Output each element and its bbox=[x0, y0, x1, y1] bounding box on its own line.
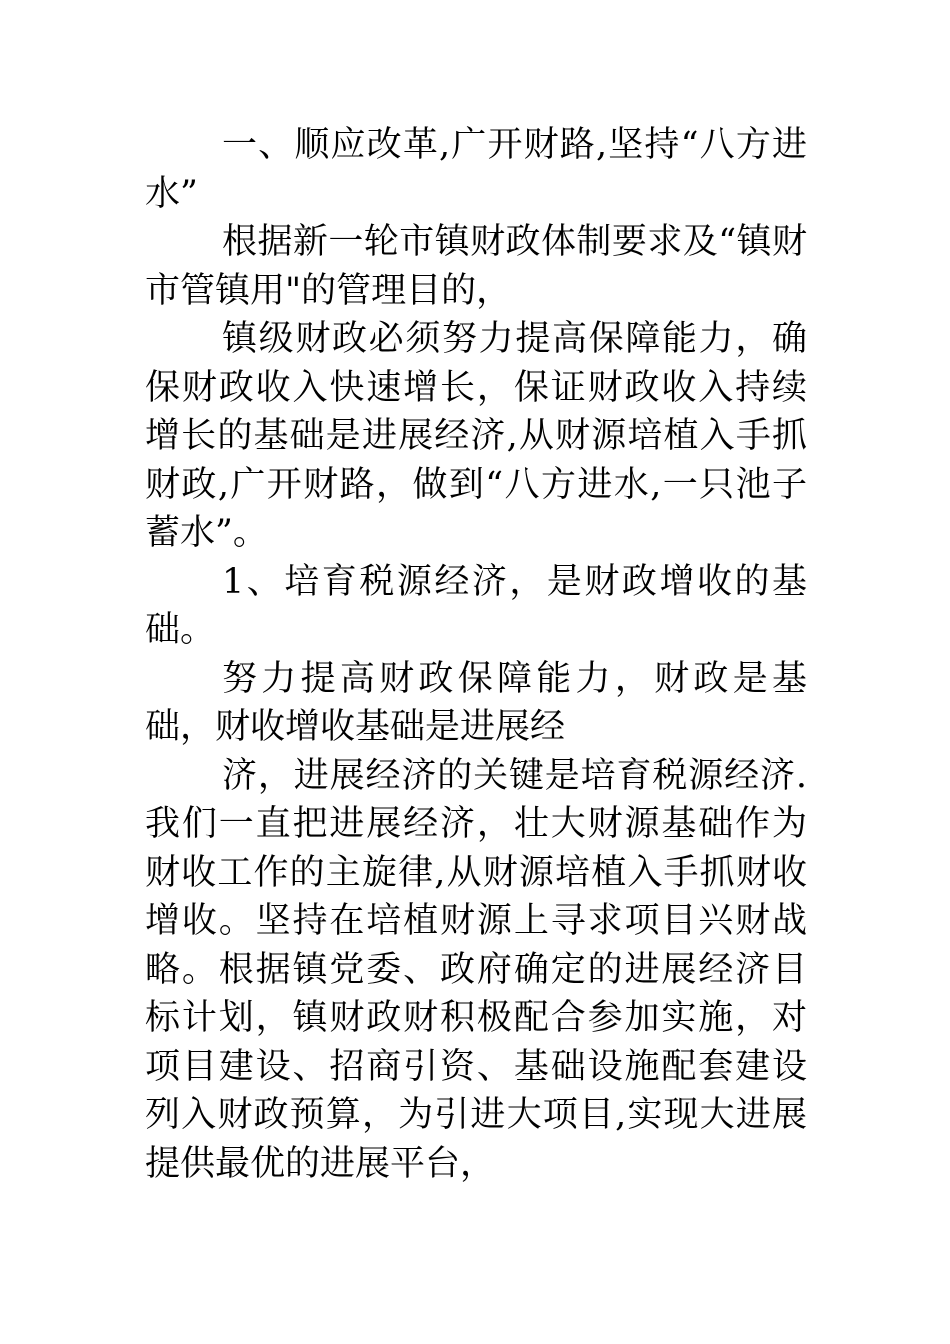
body-paragraph: 济，进展经济的关键是培育税源经济.我们一直把进展经济，壮大财源基础作为财收工作的主旋律,从财源培植入手抓财收增收。坚持在培植财源上寻求项目兴财战略。根据镇党委、政府确定的进展经济目标计划，镇财政财积极配合参加实施，对项目建设、招商引资、基础设施配套建设列入财政预算，为引进大项目,实现大进展提供最优的进展平台， bbox=[145, 755, 807, 1184]
heading-paragraph: 一、顺应改革,广开财路,坚持“八方进水” bbox=[145, 125, 807, 214]
body-paragraph: 镇级财政必须努力提高保障能力，确保财政收入快速增长，保证财政收入持续增长的基础是进展经济,从财源培植入手抓财政,广开财路，做到“八方进水,一只池子蓄水”。 bbox=[145, 319, 807, 553]
body-paragraph: 努力提高财政保障能力，财政是基础，财收增收基础是进展经 bbox=[145, 658, 807, 747]
subheading-paragraph: 1、培育税源经济，是财政增收的基础。 bbox=[145, 561, 807, 650]
document-body bbox=[145, 121, 807, 1188]
body-paragraph: 根据新一轮市镇财政体制要求及“镇财市管镇用"的管理目的， bbox=[145, 222, 807, 311]
